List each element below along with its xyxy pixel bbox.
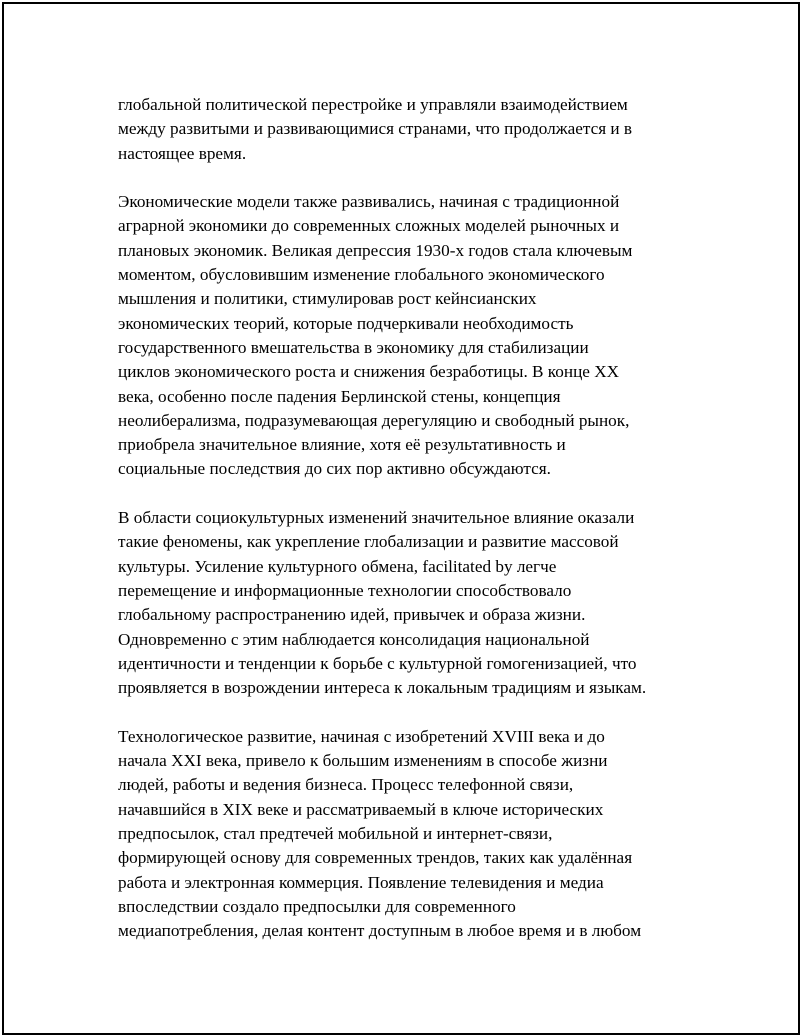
text-line: приобрела значительное влияние, хотя её результативность и xyxy=(118,435,566,455)
text-line: мышления и политики, стимулировав рост кейнсианских xyxy=(118,289,537,309)
text-line: между развитыми и развивающимися странами, что продолжается и в xyxy=(118,119,633,139)
text-line: людей, работы и ведения бизнеса. Процесс телефонной связи, xyxy=(118,775,574,795)
text-line: медиапотребления, делая контент доступным в любое время и в любом xyxy=(118,921,642,941)
paragraph-2 xyxy=(118,190,693,482)
text-line: Одновременно с этим наблюдается консолидация национальной xyxy=(118,629,590,649)
text-line: начала XXI века, привело к большим изменениям в способе жизни xyxy=(118,751,608,771)
paragraph-4 xyxy=(118,725,693,944)
text-line: впоследствии создало предпосылки для современного xyxy=(118,896,516,916)
text-line: экономических теорий, которые подчеркивали необходимость xyxy=(118,313,574,333)
text-line: начавшийся в XIX веке и рассматриваемый в ключе исторических xyxy=(118,799,604,819)
text-line: В области социокультурных изменений значительное влияние оказали xyxy=(118,508,635,528)
document-body xyxy=(118,93,693,968)
text-line: идентичности и тенденции к борьбе с культурной гомогенизацией, что xyxy=(118,653,637,673)
text-line: Экономические модели также развивались, начиная с традиционной xyxy=(118,192,620,212)
paragraph-3 xyxy=(118,506,693,700)
text-line: моментом, обусловившим изменение глобального экономического xyxy=(118,265,605,285)
text-line: циклов экономического роста и снижения безработицы. В конце XX xyxy=(118,362,620,382)
text-line: Технологическое развитие, начиная с изобретений XVIII века и до xyxy=(118,726,605,746)
text-line: проявляется в возрождении интереса к локальным традициям и языкам. xyxy=(118,678,647,698)
text-line: глобальной политической перестройке и управляли взаимодействием xyxy=(118,95,628,114)
text-line: глобальному распространению идей, привычек и образа жизни. xyxy=(118,605,586,625)
text-line: века, особенно после падения Берлинской стены, концепция xyxy=(118,386,561,406)
text-line: формирующей основу для современных трендов, таких как удалённая xyxy=(118,848,633,868)
paragraph-1 xyxy=(118,93,693,166)
text-line: работа и электронная коммерция. Появление телевидения и медиа xyxy=(118,872,604,892)
text-line: аграрной экономики до современных сложных моделей рыночных и xyxy=(118,216,620,236)
text-line: социальные последствия до сих пор активно обсуждаются. xyxy=(118,459,551,479)
text-line: культуры. Усиление культурного обмена, facilitated by легче xyxy=(118,556,557,576)
text-line: государственного вмешательства в экономику для стабилизации xyxy=(118,337,589,357)
text-line: неолиберализма, подразумевающая дерегуляцию и свободный рынок, xyxy=(118,410,630,430)
text-line: перемещение и информационные технологии способствовало xyxy=(118,580,572,600)
text-line: предпосылок, стал предтечей мобильной и интернет-связи, xyxy=(118,823,553,843)
text-line: настоящее время. xyxy=(118,143,247,163)
text-line: плановых экономик. Великая депрессия 1930-х годов стала ключевым xyxy=(118,240,633,260)
text-line: такие феномены, как укрепление глобализации и развитие массовой xyxy=(118,532,619,552)
